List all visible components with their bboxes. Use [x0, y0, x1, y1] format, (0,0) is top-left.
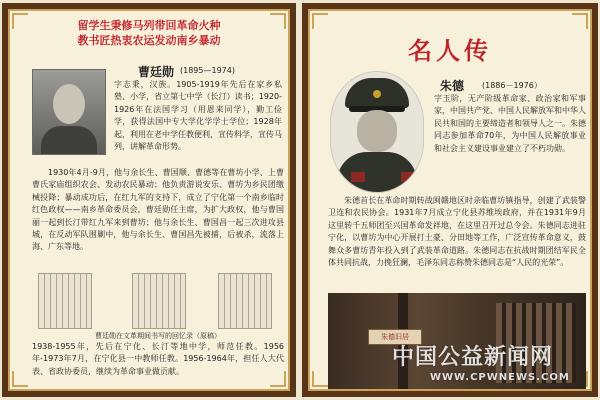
corner-ornament — [312, 371, 328, 387]
left-panel-inner — [8, 9, 290, 391]
right-lifespan: (1886－1976） — [482, 81, 542, 90]
left-header-line2: 教书匠热衷农运发动南乡暴动 — [77, 34, 221, 47]
portrait-cao-tingxun — [32, 69, 106, 155]
left-bio: 字志秉，汉族。1905-1919年先后在家乡私塾、小学，省立第七中学（长汀）读书；1920-1926年在法国学习（用恩来同学），勤工俭学，获得法国中专大学化学学士学位；1928年起，利用在老中学任教便利，宣传科学，宣传马列，讲解革命形势。 — [114, 80, 282, 152]
manuscript-image — [218, 273, 272, 329]
corner-ornament — [12, 371, 28, 387]
left-paragraph: 1930年4月-9月，他与余长生、曹国顺、曹德等在曹坊小学、上曹曹氏家庙组织农会、发动农民暴动；他负责游说安乐、曹坊为乡民团缴械投降；暴动成功后，在红九军的支持下，成立了宁化第一个南乡临时红色政权——南乡革命委员会，曹廷勋任主席，为扩大政权，他与曹国丽一起到长汀带红九军来到曹坊；他与余长生、曹国昌一起三次进攻县城，在反动军队围剿中，他与余长生、曹国昌先被捕，后被杀，流落上海、广东等地。 — [32, 168, 284, 252]
watermark-text: 中国公益新闻网 — [392, 345, 554, 370]
left-header-line1: 留学生秉修马列带回革命火种 — [77, 19, 221, 32]
manuscript-image — [38, 273, 92, 329]
right-bio: 字玉阶，无产阶级革命家、政治家和军事家，中国共产党、中国人民解放军和中华人民共和国的主要缔造者和领导人之一。朱德同志参加革命70年，为中国人民解放事业和社会主义建设事业建立了不朽功勋。 — [434, 94, 586, 153]
manuscript-image — [132, 273, 186, 329]
manuscript-caption: 曹廷勋在文革期间书写的回忆录（原稿） — [95, 332, 221, 340]
manuscript-images — [32, 273, 284, 329]
right-panel-inner — [308, 9, 592, 391]
right-paragraph: 朱德首长在革命时期转战闽赣地区时亲临曹坊镇指导，创建了武装警卫连和农民协会。1931年7月成立宁化县苏维埃政府，并在1931年9月这里转千五师团至兴国革命发祥地，在这里召开过总令会。朱德同志进驻宁化，以曹坊为中心开展打土豪、分田地等工作，广泛宣传革命意义，鼓舞众多曹坊青年投入到了武装革命道路。朱德同志在抗战时期团结军民全体共同抗战，力挽狂澜，毛泽东同志称赞朱德同志是“人民的光荣”。 — [328, 196, 586, 268]
right-panel — [302, 3, 598, 397]
portrait-zhu-de — [330, 71, 424, 193]
left-tail-text: 1938-1955年，先后在宁化、长汀等地中学，师范任教。1956年-1973年7月，在宁化县一中教师任教。1956-1964年，担任人大代表、省政协委员，继续为革命事业做贡献。 — [32, 342, 284, 376]
right-title: 名人传 — [408, 37, 492, 65]
left-lifespan: (1895—1974) — [180, 66, 235, 75]
left-person-name: 曹廷勋 — [138, 65, 175, 79]
left-panel — [2, 3, 296, 397]
right-person-name: 朱德 — [440, 79, 465, 93]
corner-ornament — [312, 13, 328, 29]
residence-sign: 朱德旧居 — [368, 329, 422, 345]
watermark-url: WWW.CPWNEWS.COM — [430, 372, 570, 383]
corner-ornament — [572, 13, 588, 29]
